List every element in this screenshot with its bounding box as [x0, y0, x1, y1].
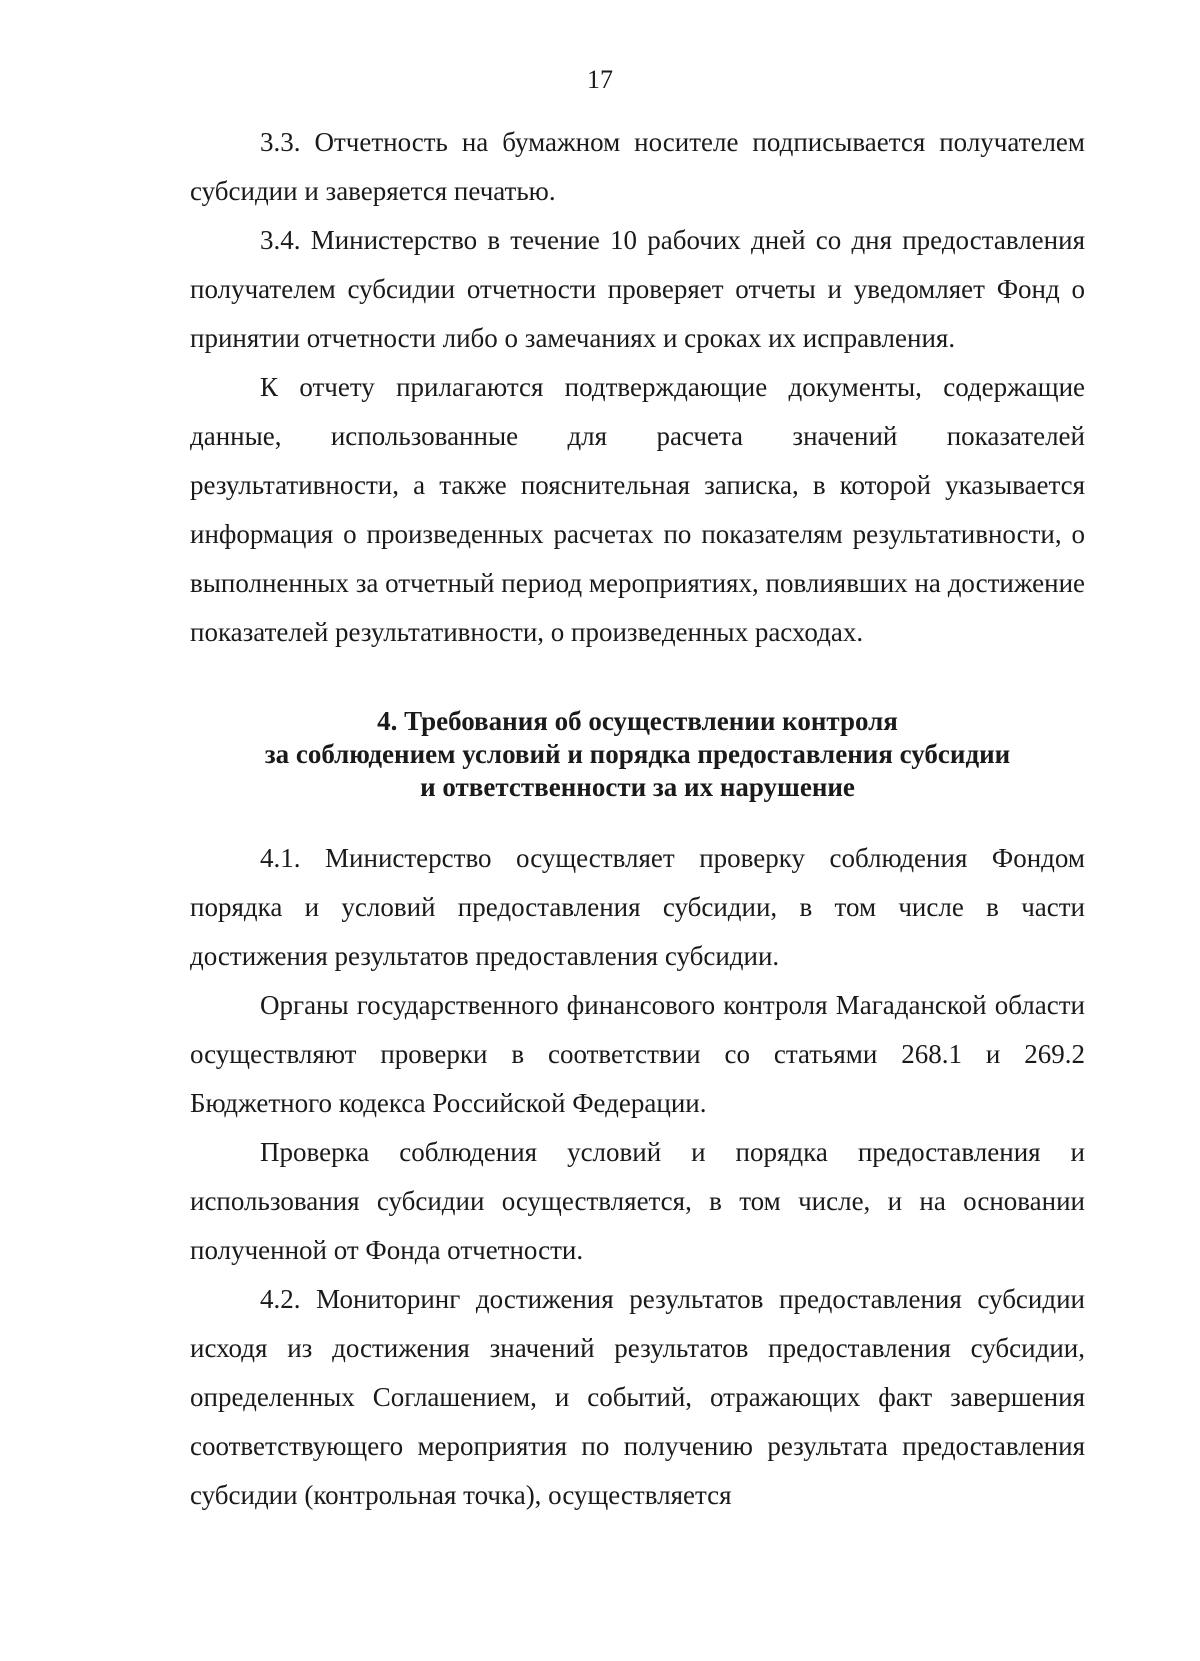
paragraph-3-4: 3.4. Министерство в течение 10 рабочих дней со дня предоставления получателем субсидии отчетности проверяет отчеты и уведомляет Фонд о принятии отчетности либо о замечаниях и сроках их исправления. [190, 225, 1085, 353]
document-body [190, 118, 1085, 1520]
page-number: 17 [587, 65, 613, 94]
paragraph-3-3: 3.3. Отчетность на бумажном носителе подписывается получателем субсидии и заверяется печатью. [190, 127, 1085, 206]
paragraph-verification: Проверка соблюдения условий и порядка предоставления и использования субсидии осуществляется, в том числе, и на основании полученной от Фонда отчетности. [190, 1137, 1085, 1265]
section-heading-4 [190, 705, 1085, 804]
section-heading-line-2: за соблюдением условий и порядка предоставления субсидии [264, 739, 1011, 769]
paragraph-4-2: 4.2. Мониторинг достижения результатов предоставления субсидии исходя из достижения значений результатов предоставления субсидии, определенных Соглашением, и событий, отражающих факт завершения соответствующего мероприятия по получению результата предоставления субсидии (контрольная точка), осуществляется [190, 1284, 1085, 1510]
paragraph-4-1: 4.1. Министерство осуществляет проверку соблюдения Фондом порядка и условий предоставления субсидии, в том числе в части достижения результатов предоставления субсидии. [190, 843, 1085, 971]
paragraph-report-attachments: К отчету прилагаются подтверждающие документы, содержащие данные, использованные для расчета значений показателей результативности, а также пояснительная записка, в которой указывается информация о произведенных расчетах по показателям результативности, о выполненных за отчетный период мероприятиях, повлиявших на достижение показателей результативности, о произведенных расходах. [190, 372, 1085, 647]
section-heading-line-1: 4. Требования об осуществлении контроля [377, 706, 898, 736]
paragraph-financial-control: Органы государственного финансового контроля Магаданской области осуществляют проверки в соответствии со статьями 268.1 и 269.2 Бюджетного кодекса Российской Федерации. [190, 990, 1085, 1118]
section-heading-line-3: и ответственности за их нарушение [420, 772, 855, 802]
